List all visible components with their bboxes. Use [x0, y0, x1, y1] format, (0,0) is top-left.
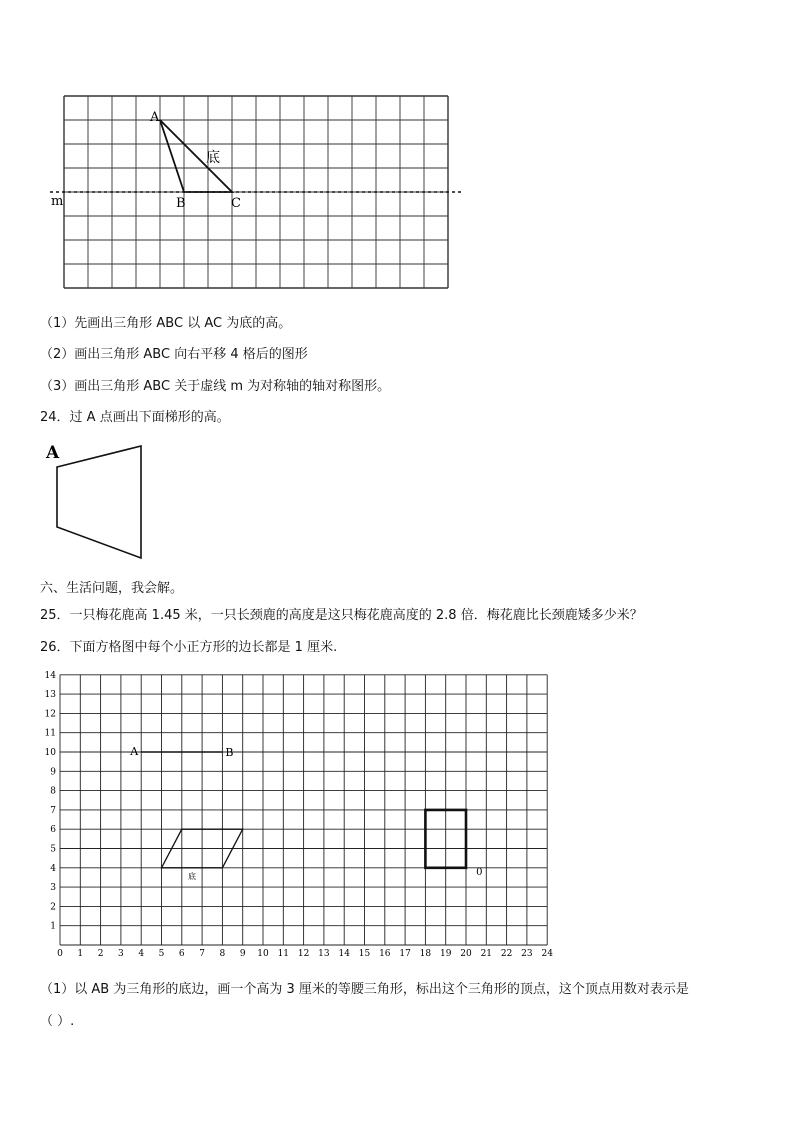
x-tick-label: 15	[358, 949, 371, 959]
q23-part1: （1）先画出三角形 ABC 以 AC 为底的高。	[40, 316, 292, 331]
y-tick-label: 3	[50, 883, 56, 894]
vertex-a-label: A	[150, 110, 160, 125]
y-tick-label: 11	[44, 728, 56, 739]
x-tick-labels	[57, 949, 553, 959]
x-tick-label: 23	[521, 949, 533, 959]
x-tick-label: 16	[379, 949, 391, 959]
x-tick-label: 4	[138, 949, 145, 959]
vertex-b-label: B	[176, 196, 186, 211]
q26-text: 26．下面方格图中每个小正方形的边长都是 1 厘米.	[40, 640, 338, 655]
x-tick-label: 17	[399, 949, 411, 959]
x-tick-label: 10	[257, 949, 269, 959]
x-tick-label: 7	[199, 949, 205, 959]
y-tick-label: 7	[50, 805, 56, 816]
x-tick-label: 6	[178, 949, 185, 959]
x-tick-label: 12	[297, 949, 310, 959]
vertex-c-label: C	[231, 196, 241, 211]
y-tick-label: 14	[44, 670, 56, 681]
section6-title: 六、生活问题，我会解。	[40, 581, 184, 596]
x-tick-label: 1	[77, 949, 84, 959]
axis-m-label: m	[51, 194, 64, 209]
x-tick-label: 2	[97, 949, 104, 959]
y-tick-label: 13	[44, 690, 56, 701]
y-tick-label: 1	[50, 921, 56, 932]
x-tick-label: 21	[480, 949, 493, 959]
x-tick-label: 11	[277, 949, 290, 959]
y-tick-label: 4	[50, 863, 56, 874]
x-tick-label: 8	[219, 949, 226, 959]
x-tick-label: 3	[118, 949, 124, 959]
parallelogram-base-label: 底	[187, 871, 196, 881]
y-tick-label: 10	[44, 748, 56, 758]
figure2-grid	[60, 675, 547, 945]
q24-text: 24．过 A 点画出下面梯形的高。	[40, 410, 230, 425]
y-tick-label: 8	[50, 786, 56, 797]
q26-part1-line2: （ ）.	[40, 1014, 75, 1029]
y-tick-labels	[45, 671, 57, 932]
q26-part1-line1: （1）以 AB 为三角形的底边，画一个高为 3 厘米的等腰三角形，标出这个三角形的顶点，这个顶点用数对表示是	[40, 982, 689, 997]
rectangle-corner-label: 0	[476, 866, 483, 878]
x-tick-label: 9	[239, 949, 246, 959]
point-a-label: A	[46, 443, 60, 463]
y-tick-label: 5	[50, 844, 56, 855]
x-tick-label: 22	[500, 949, 513, 959]
x-tick-label: 19	[439, 949, 452, 959]
x-tick-label: 14	[338, 949, 350, 959]
x-tick-label: 20	[460, 949, 472, 959]
x-tick-label: 18	[419, 949, 432, 959]
q23-part2: （2）画出三角形 ABC 向右平移 4 格后的图形	[40, 347, 308, 362]
y-tick-label: 12	[44, 709, 56, 720]
x-tick-label: 24	[541, 949, 553, 959]
y-tick-label: 9	[50, 767, 56, 778]
x-tick-label: 13	[318, 949, 330, 959]
point-b-label: B	[225, 746, 234, 759]
y-tick-label: 2	[50, 902, 56, 913]
x-tick-label: 5	[158, 949, 165, 959]
y-tick-label: 6	[50, 825, 56, 836]
point-a-label: A	[130, 745, 139, 758]
q25-text: 25．一只梅花鹿高 1.45 米，一只长颈鹿的高度是这只梅花鹿高度的 2.8 倍．梅花鹿比长颈鹿矮多少米？	[40, 608, 643, 623]
q23-part3: （3）画出三角形 ABC 关于虚线 m 为对称轴的轴对称图形。	[40, 379, 391, 394]
x-tick-label: 0	[57, 949, 63, 959]
base-label: 底	[206, 150, 220, 166]
